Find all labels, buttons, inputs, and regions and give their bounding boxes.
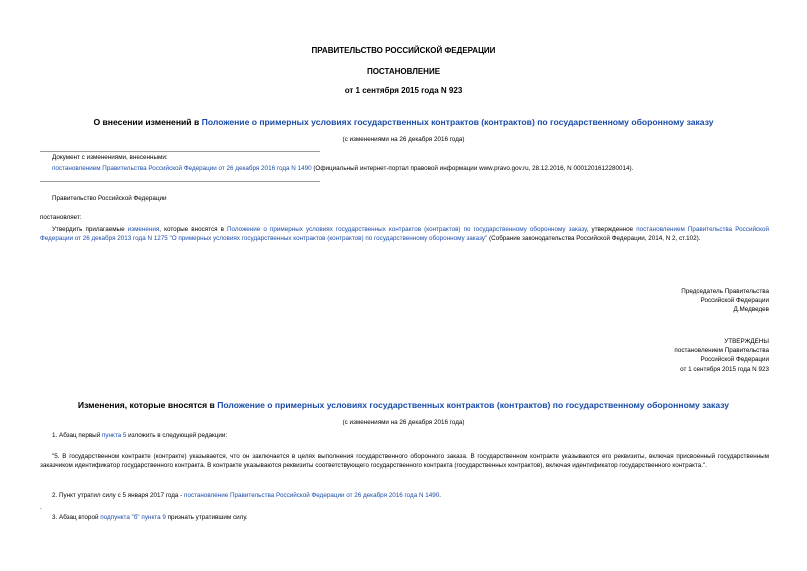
- approved-date-number: от 1 сентября 2015 года N 923: [680, 365, 769, 373]
- government-heading: ПРАВИТЕЛЬСТВО РОССИЙСКОЙ ФЕДЕРАЦИИ: [311, 46, 496, 55]
- change-item-2: 2. Пункт утратил силу с 5 января 2017 года - постановление Правительства Российской Федерации от 26 декабря 2016 года N 1490.: [52, 492, 442, 499]
- document-date-number: от 1 сентября 2015 года N 923: [344, 86, 463, 95]
- divider-bottom: [40, 181, 320, 182]
- resolution-1490-link[interactable]: постановление Правительства Российской Федерации от 26 декабря 2016 года N 1490: [184, 492, 440, 499]
- amendment-resolution-link[interactable]: постановлением Правительства Российской Федерации от 26 декабря 2016 года N 1490: [52, 165, 312, 172]
- changes-title: Изменения, которые вносятся в Положение о примерных условиях государственных контрактов (контрактов) по государственному оборонному заказу: [77, 400, 730, 410]
- amendments-intro: Документ с изменениями, внесенными:: [52, 154, 168, 161]
- title-prefix: О внесении изменений в: [93, 117, 202, 127]
- amendment-publication: (Официальный интернет-портал правовой информации www.pravo.gov.ru, 28.12.2016, N 0001201612280014).: [311, 165, 634, 172]
- changes-link[interactable]: изменения: [127, 226, 160, 233]
- changes-edition-note: (с изменениями на 26 декабря 2016 года): [342, 419, 465, 426]
- point-5-link[interactable]: пункта 5: [101, 432, 127, 439]
- document-title: [0, 117, 807, 127]
- approval-block: УТВЕРЖДЕНЫ постановлением Правительства Российской Федерации от 1 сентября 2015 года N 923: [674, 338, 769, 373]
- divider-top: [40, 151, 320, 152]
- edition-note: (с изменениями на 26 декабря 2016 года): [342, 136, 465, 143]
- signature-country: Российской Федерации: [700, 297, 769, 305]
- changes-regulation-link[interactable]: Положение о примерных условиях государственных контрактов (контрактов) по государственному оборонному заказу: [217, 400, 730, 410]
- signature-block: [681, 287, 769, 315]
- signature-name: Д.Медведев: [733, 306, 769, 314]
- change-quote: "5. В государственном контракте (контракте) указывается, что он заключается в целях выполнения государственного оборонного заказа. В государственном контракте указываются его реквизиты, включая присвоенный государственным заказчиком идентификатор государственного контракта. В контракте указываются реквизиты соответствующего государственного контракта (государственных контрактов), включая идентификатор государственного контракта.".: [40, 453, 769, 470]
- resolution-paragraph: Утвердить прилагаемые изменения, которые вносятся в Положение о примерных условиях государственных контрактов (контрактов) по государственному оборонному заказу, утвержденное постановлением Правительства Российской Федерации от 26 декабря 2013 года N 1275 "О примерных условиях государственных контрактов (контрактов) по государственному оборонному заказу" (Собрание законодательства Российской Федерации, 2014, N 2, ст.102).: [40, 226, 769, 243]
- document-type: ПОСТАНОВЛЕНИЕ: [366, 67, 441, 76]
- amendments-line: [52, 164, 772, 173]
- title-regulation-link[interactable]: Положение о примерных условиях государственных контрактов (контрактов) по государственному оборонному заказу: [201, 117, 714, 127]
- change-item-1: 1. Абзац первый пункта 5 изложить в следующей редакции:: [52, 432, 228, 439]
- resolution-1275-link[interactable]: постановлением Правительства Российской Федерации от 26 декабря 2013 года N 1275 "О примерных условиях государственных контрактов (контрактов) по государственному оборонному заказу": [40, 226, 769, 243]
- signature-position: Председатель Правительства: [681, 288, 769, 295]
- regulation-link[interactable]: Положение о примерных условиях государственных контрактов (контрактов) по государственному оборонному заказу: [227, 226, 587, 233]
- resolves-label: постановляет:: [40, 214, 82, 221]
- approved-label: УТВЕРЖДЕНЫ: [724, 338, 769, 345]
- stray-dot: .: [40, 504, 42, 511]
- government-label: Правительство Российской Федерации: [52, 195, 167, 202]
- subpoint-b-point-9-link[interactable]: подпункта "б" пункта 9: [100, 514, 166, 521]
- change-item-3: 3. Абзац второй подпункта "б" пункта 9 признать утратившим силу.: [52, 514, 248, 521]
